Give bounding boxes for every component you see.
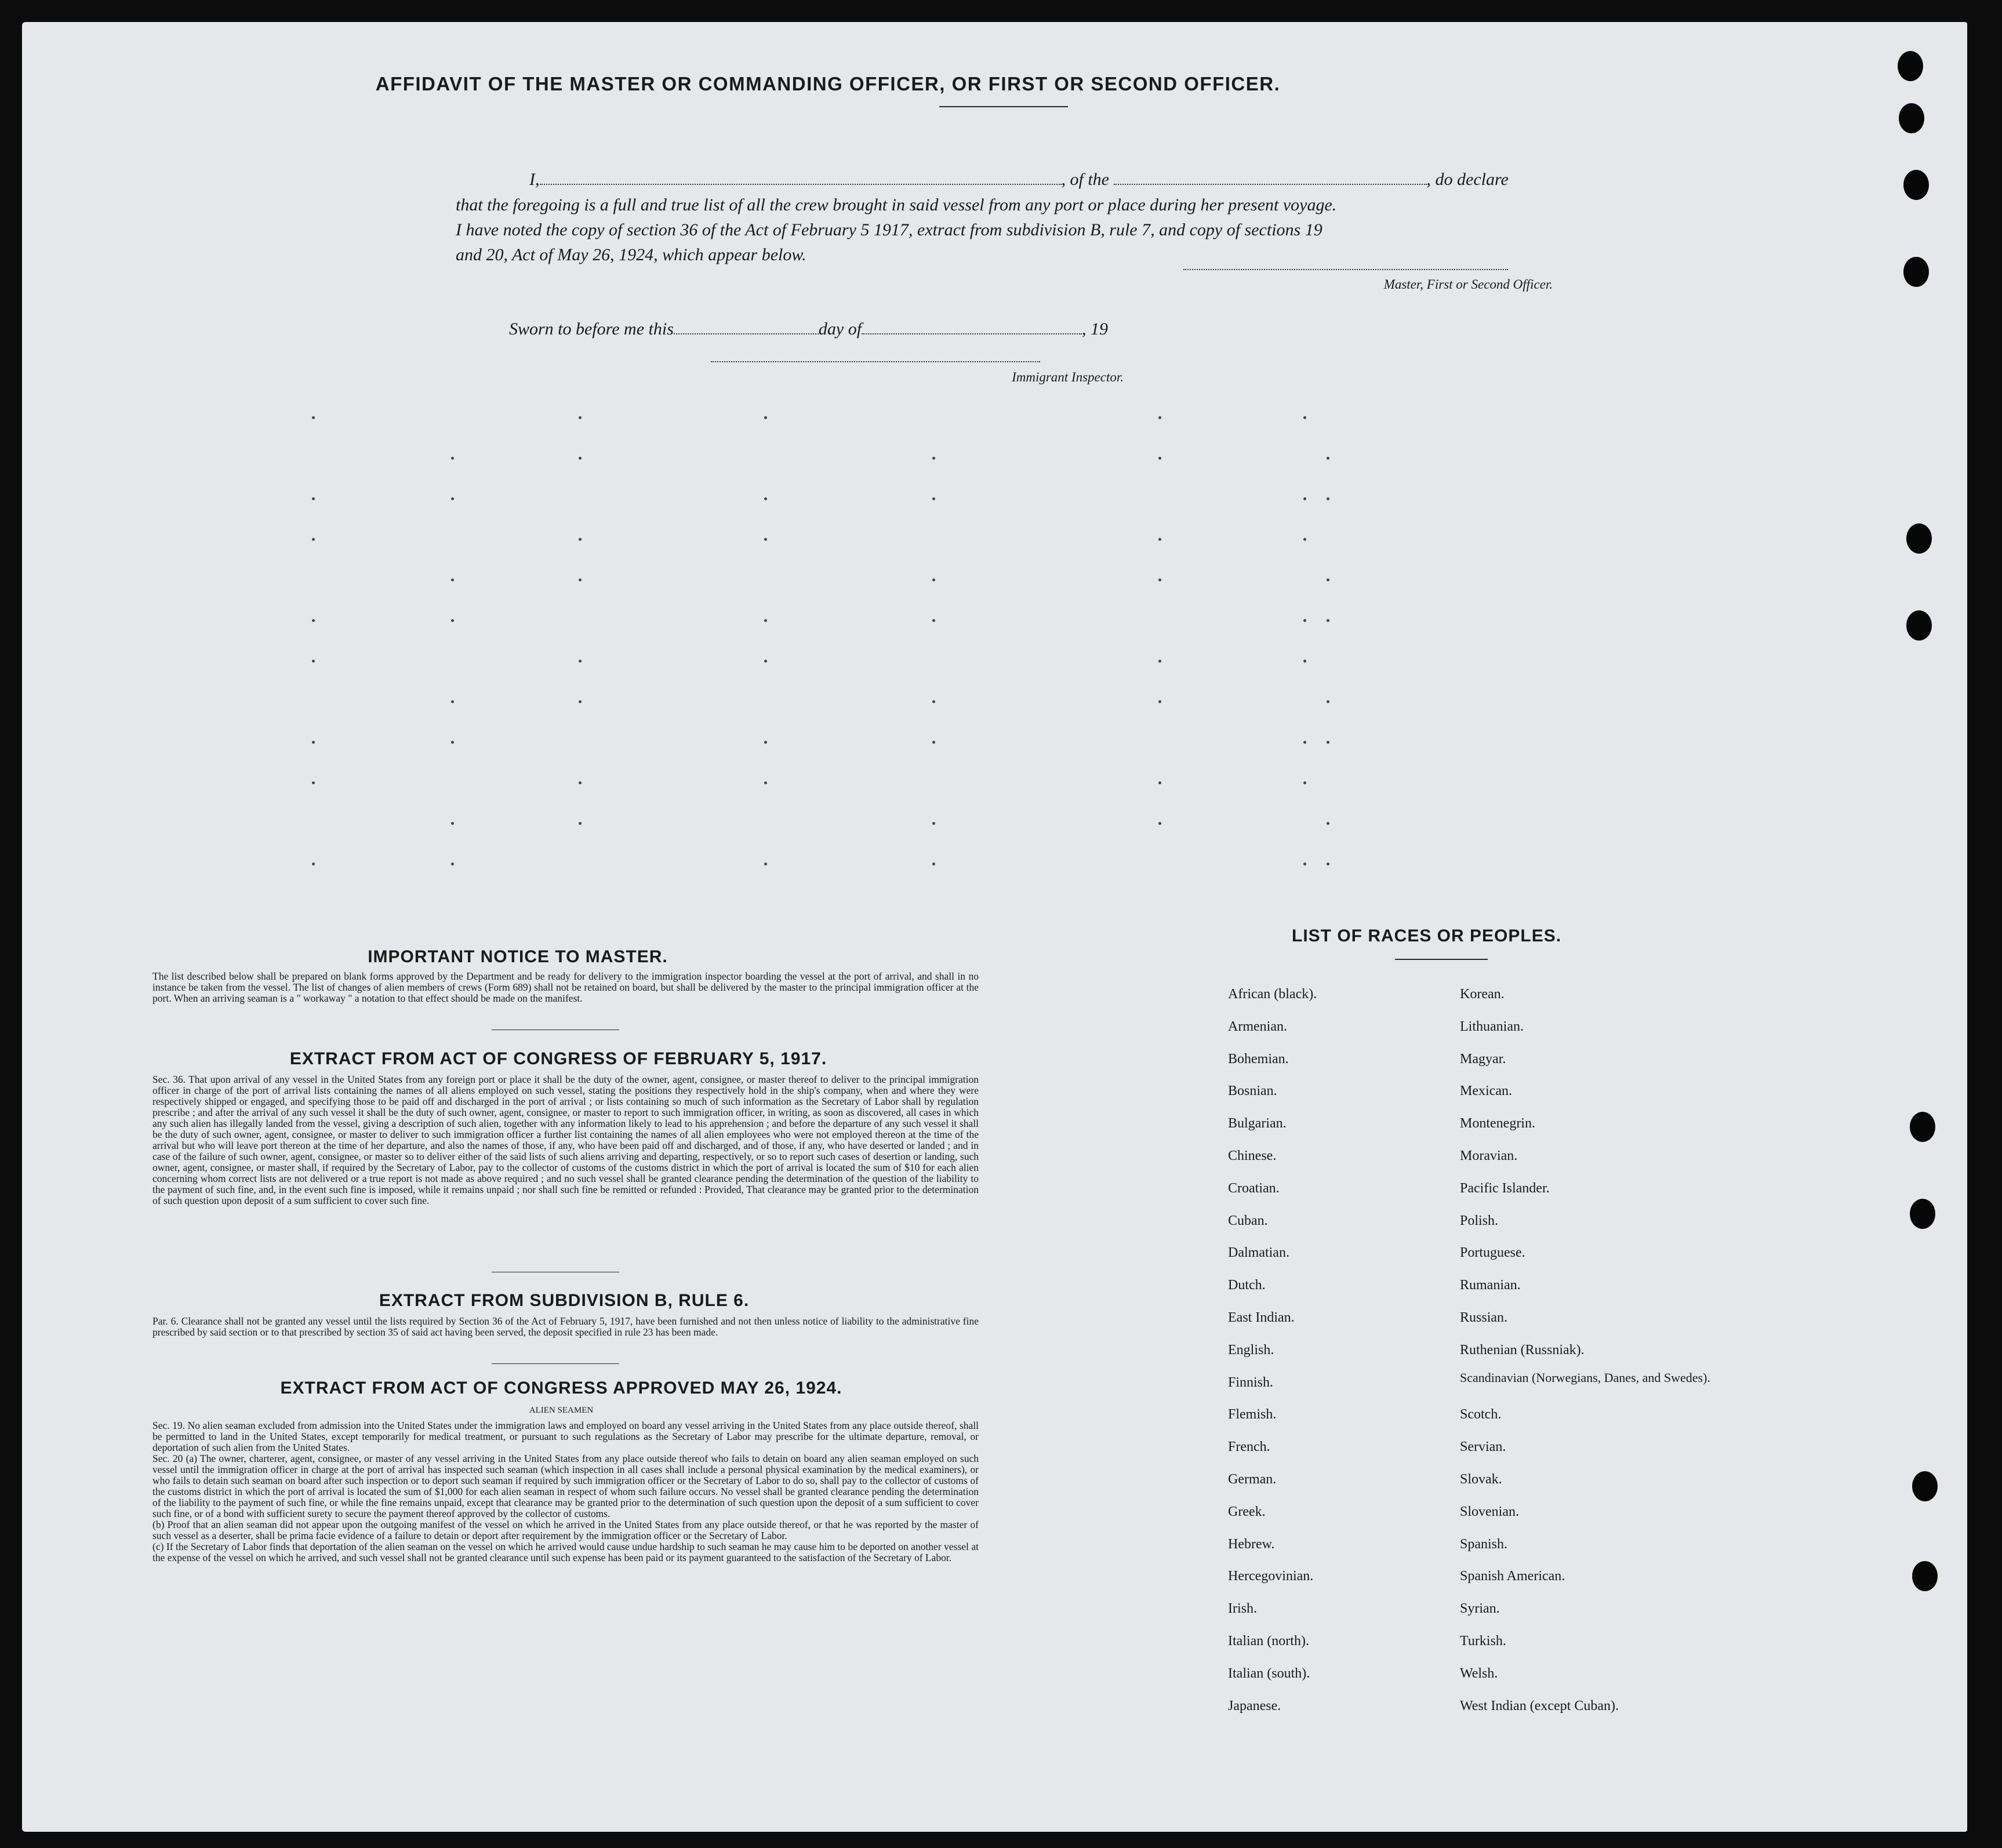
ruling-dot [451, 497, 454, 500]
race-item: Greek. [1228, 1504, 1266, 1519]
race-item: Korean. [1460, 987, 1505, 1002]
race-item: Hebrew. [1228, 1536, 1275, 1552]
affidavit-line1-mid: , of the [1061, 170, 1109, 189]
ruling-dot [1158, 660, 1161, 663]
affidavit-title: AFFIDAVIT OF THE MASTER OR COMMANDING OFFICER, OR FIRST OR SECOND OFFICER. [375, 73, 1281, 94]
ruling-dot [1303, 781, 1306, 784]
notice-text: The list described below shall be prepared on blank forms approved by the Department and be ready for delivery to the immigration inspector boarding the vessel at the port of arrival, and shall in no instance be taken from the vessel. The list of changes of alien members of crews (Form 689) shall not be retained on board, but shall be delivered by the master to the principal immigration officer at the port. When an arriving seaman is a " workaway " a notation to that effect should be made on the manifest. [152, 970, 979, 1004]
alien-seamen-subtitle: ALIEN SEAMEN [529, 1406, 594, 1415]
races-title-underline [1395, 959, 1488, 960]
punch-hole [1910, 1112, 1935, 1142]
ruling-dot [312, 497, 315, 500]
race-item: Croatian. [1228, 1180, 1280, 1196]
master-label: Master, First or Second Officer. [1383, 277, 1553, 292]
month-blank [862, 319, 1082, 334]
ruling-dot [312, 781, 315, 784]
race-item: Bosnian. [1228, 1083, 1277, 1099]
divider [492, 1363, 619, 1364]
ruling-dot [579, 781, 582, 784]
ruling-dot [451, 700, 454, 703]
ruling-dot [932, 497, 935, 500]
ruling-dot [764, 416, 767, 419]
race-item: Moravian. [1460, 1148, 1518, 1163]
ruling-dot [764, 660, 767, 663]
race-item: Servian. [1460, 1439, 1506, 1455]
race-item: Slovenian. [1460, 1504, 1519, 1519]
race-item: Bohemian. [1228, 1051, 1289, 1067]
ruling-dot [1303, 416, 1306, 419]
ruling-dot [764, 619, 767, 622]
ruling-dot [451, 579, 454, 581]
punch-hole [1910, 1199, 1935, 1229]
ruling-dot [932, 619, 935, 622]
ruling-dot [1327, 741, 1329, 744]
punch-hole [1912, 1561, 1938, 1591]
race-item: Scandinavian (Norwegians, Danes, and Swedes). [1460, 1370, 1710, 1385]
punch-hole [1903, 257, 1929, 287]
ruling-dot [579, 822, 582, 825]
race-item: East Indian. [1228, 1309, 1295, 1325]
race-item: Italian (south). [1228, 1665, 1310, 1681]
punch-hole [1898, 51, 1923, 81]
ruling-dot [932, 863, 935, 865]
ruling-dot [579, 579, 582, 581]
extract-1917-text: Sec. 36. That upon arrival of any vessel in the United States from any foreign port or place it shall be the duty of the owner, agent, consignee, or master thereof to deliver to the principal immigration officer in charge of the port of arrival lists containing the names of all aliens employed on such vessel, stating the positions they respectively hold in the ship's company, when and where they were respectively shipped or engaged, and specifying those to be paid off and discharged in the port of arrival ; or lists containing so much of such information as the Secretary of Labor shall by regulation prescribe ; and after the arrival of any such vessel it shall be the duty of such owner, agent, consignee, or master to report to such immigration officer, in writing, as soon as discovered, all cases in which any such alien has illegally landed from the vessel, giving a description of such alien, together with any information likely to lead to his apprehension ; and before the departure of any such vessel it shall be the duty of such owner, agent, consignee, or master to deliver to such immigration officer a further list containing the names of all alien employees who were not employed thereon at the time of the arrival but who will leave port thereon at the time of her departure, and also the names of those, if any, who have been paid off and discharged, and of those, if any, who have deserted or landed ; and in case of the failure of such owner, agent, consignee, or master so to deliver either of the said lists of such aliens arriving and departing, respectively, or so to report such cases of desertion or landing, such owner, agent, consignee, or master shall, if required by the Secretary of Labor, pay to the collector of customs of the customs district in which the port of arrival is located the sum of $10 for each alien concerning whom correct lists are not delivered or a true report is not made as above required ; and no such vessel shall be granted clearance pending the determination of the question of the liability to the payment of such fine, and, in the event such fine is imposed, while it remains unpaid ; nor shall such fine be remitted or refunded : Provided, That clearance may be granted prior to the determination of such question upon deposit of a sum sufficient to cover such fine. [152, 1074, 979, 1206]
race-item: Syrian. [1460, 1601, 1500, 1617]
ruling-dot [579, 700, 582, 703]
races-right-column [1460, 978, 1715, 1722]
race-item: Ruthenian (Russniak). [1460, 1342, 1585, 1358]
race-item: Slovak. [1460, 1471, 1502, 1487]
ruling-dot [579, 457, 582, 460]
ruling-dot [764, 781, 767, 784]
inspector-signature-line [711, 361, 1040, 362]
punch-hole [1906, 610, 1932, 641]
ruling-dot [932, 822, 935, 825]
affidavit-line1 [529, 167, 1570, 192]
ruling-dot [1158, 579, 1161, 581]
race-item: Magyar. [1460, 1051, 1506, 1067]
vessel-blank [1114, 170, 1427, 185]
ruling-dot [1327, 700, 1329, 703]
race-item: Dutch. [1228, 1278, 1266, 1293]
ruling-dot [932, 457, 935, 460]
ruling-dot [312, 416, 315, 419]
affidavit-line1-start: I, [529, 170, 540, 189]
race-item: Finnish. [1228, 1374, 1274, 1390]
race-item: Japanese. [1228, 1698, 1281, 1714]
form-sheet [22, 22, 1967, 1832]
race-item: Irish. [1228, 1601, 1257, 1617]
punch-hole [1899, 103, 1924, 133]
ruling-dot [1158, 700, 1161, 703]
ruling-dot [1303, 660, 1306, 663]
sec-20a-text: Sec. 20 (a) The owner, charterer, agent, consignee, or master of any vessel arriving in the United States from any place outside thereof who fails to detain on board any alien seaman employed on such vessel until the immigration officer in charge at the port of arrival has inspected such seaman (which inspection in all cases shall include a personal physical examination by the medical examiners), or who fails to detain such seaman on board after such inspection or to deport such seaman if required by such immigration officer or the Secretary of Labor to do so, shall pay to the collector of customs of the customs district in which the port of arrival is located the sum of $1,000 for each alien seaman in respect of whom such failure occurs. No vessel shall be granted clearance pending the determination of the liability to the payment of such fine, or while the fine remains unpaid, except that clearance may be granted prior to the determination of such question upon the deposit of a sum sufficient to cover such fine, or of a bond with sufficient surety to secure the payment thereof approved by the collector of customs. [152, 1453, 979, 1519]
extract-1917-title: EXTRACT FROM ACT OF CONGRESS OF FEBRUARY 5, 1917. [289, 1049, 827, 1068]
race-item: Cuban. [1228, 1213, 1268, 1228]
ruling-dot [451, 741, 454, 744]
ruling-dot [312, 538, 315, 541]
race-item: Hercegovinian. [1228, 1569, 1314, 1584]
ruling-dot [1158, 457, 1161, 460]
race-item: African (black). [1228, 987, 1317, 1002]
affidavit-line4: and 20, Act of May 26, 1924, which appear below. [456, 245, 806, 264]
race-item: Pacific Islander. [1460, 1180, 1550, 1196]
race-item: Dalmatian. [1228, 1245, 1289, 1261]
races-left-column [1228, 978, 1460, 1722]
race-item: English. [1228, 1342, 1274, 1358]
ruling-dot [451, 822, 454, 825]
race-item: Italian (north). [1228, 1633, 1309, 1649]
sworn-mid: day of [818, 319, 862, 339]
ruling-dot [1327, 497, 1329, 500]
race-item: Scotch. [1460, 1407, 1502, 1423]
day-blank [674, 319, 819, 334]
race-item: Spanish American. [1460, 1569, 1565, 1584]
ruling-dot [1303, 538, 1306, 541]
ruling-dot [1158, 781, 1161, 784]
sec-20b-text: (b) Proof that an alien seaman did not appear upon the outgoing manifest of the vessel on which he arrived in the United States from any place outside thereof, or that he was reported by the master of such vessel as a deserter, shall be prima facie evidence of a failure to detain or deport after requirement by the immigration officer or the Secretary of Labor. [152, 1519, 979, 1541]
ruling-dot [312, 741, 315, 744]
punch-hole [1912, 1471, 1938, 1501]
ruling-dot [451, 863, 454, 865]
sworn-start: Sworn to before me this [509, 319, 674, 339]
extract-rule-title: EXTRACT FROM SUBDIVISION B, RULE 6. [379, 1291, 750, 1310]
ruling-dot [1327, 863, 1329, 865]
affidavit-line3: I have noted the copy of section 36 of the Act of February 5 1917, extract from subdivision B, rule 7, and copy of sections 19 [456, 220, 1322, 239]
ruling-dot [1158, 416, 1161, 419]
ruling-dot [932, 579, 935, 581]
ruling-dot [764, 538, 767, 541]
name-blank [540, 170, 1062, 185]
punch-hole [1906, 523, 1932, 554]
race-item: Mexican. [1460, 1083, 1512, 1099]
ruling-dot [1158, 538, 1161, 541]
ruling-dot [764, 497, 767, 500]
ruling-dot [579, 660, 582, 663]
ruling-dot [579, 416, 582, 419]
ruling-dot [312, 619, 315, 622]
ruling-dot [1327, 579, 1329, 581]
notice-title: IMPORTANT NOTICE TO MASTER. [368, 947, 668, 966]
ruling-dot [451, 619, 454, 622]
ruling-dot [932, 700, 935, 703]
ruling-dot [1303, 863, 1306, 865]
extract-rule-text: Par. 6. Clearance shall not be granted any vessel until the lists required by Section 36 of the Act of February 5, 1917, have been furnished and not then unless notice of liability to the administrative fine prescribed by said section or to that prescribed by section 35 of said act having been served, the deposit specified in rule 23 has been made. [152, 1315, 979, 1338]
race-item: Bulgarian. [1228, 1116, 1287, 1132]
sec-19-text: Sec. 19. No alien seaman excluded from admission into the United States under the immigration laws and employed on board any vessel arriving in the United States from any place outside thereof, shall be permitted to land in the United States, except temporarily for medical treatment, or pursuant to such regulations as the Secretary of Labor may prescribe for the ultimate departure, removal, or deportation of such alien from the United States. [152, 1420, 979, 1453]
ruling-dot [764, 741, 767, 744]
sworn-line [509, 317, 1205, 342]
sworn-end: , 19 [1082, 319, 1109, 339]
ruling-dot [312, 660, 315, 663]
punch-hole [1903, 170, 1929, 200]
ruling-dot [1303, 497, 1306, 500]
affidavit-line2: that the foregoing is a full and true list of all the crew brought in said vessel from any port or place during her present voyage. [456, 195, 1337, 214]
ruling-dot [1303, 741, 1306, 744]
race-item: Lithuanian. [1460, 1018, 1524, 1034]
ruling-dot [1158, 822, 1161, 825]
race-item: Welsh. [1460, 1665, 1498, 1681]
extract-1924-text [152, 1420, 979, 1563]
race-item: Chinese. [1228, 1148, 1277, 1163]
sec-20c-text: (c) If the Secretary of Labor finds that deportation of the alien seaman on the vessel on which he arrived would cause undue hardship to such seaman he may cause him to be deported on another vessel at the expense of the vessel on which he arrived, and such vessel shall not be granted clearance until such expense has been paid or its payment guaranteed to the satisfaction of the Secretary of Labor. [152, 1541, 979, 1563]
ruling-dot [1327, 822, 1329, 825]
races-title: LIST OF RACES OR PEOPLES. [1292, 926, 1562, 945]
race-item: Polish. [1460, 1213, 1499, 1228]
race-item: Turkish. [1460, 1633, 1506, 1649]
race-item: Flemish. [1228, 1407, 1277, 1423]
race-item: German. [1228, 1471, 1277, 1487]
race-item: Russian. [1460, 1309, 1508, 1325]
ruling-dot [1327, 619, 1329, 622]
ruling-dot [579, 538, 582, 541]
ruling-dot [932, 741, 935, 744]
race-item: Montenegrin. [1460, 1116, 1535, 1132]
ruling-dot [312, 863, 315, 865]
race-item: French. [1228, 1439, 1270, 1455]
inspector-label: Immigrant Inspector. [1012, 370, 1124, 384]
race-item: Rumanian. [1460, 1278, 1521, 1293]
ruling-dot [451, 457, 454, 460]
title-underline [939, 106, 1068, 107]
ruling-dot [1327, 457, 1329, 460]
race-item: Portuguese. [1460, 1245, 1525, 1261]
master-signature-line [1183, 269, 1508, 270]
ruling-dot [1303, 619, 1306, 622]
affidavit-line1-end: , do declare [1426, 170, 1509, 189]
ruling-dot [764, 863, 767, 865]
extract-1924-title: EXTRACT FROM ACT OF CONGRESS APPROVED MAY 26, 1924. [280, 1378, 842, 1398]
race-item: Armenian. [1228, 1018, 1287, 1034]
race-item: West Indian (except Cuban). [1460, 1698, 1619, 1714]
race-item: Spanish. [1460, 1536, 1508, 1552]
